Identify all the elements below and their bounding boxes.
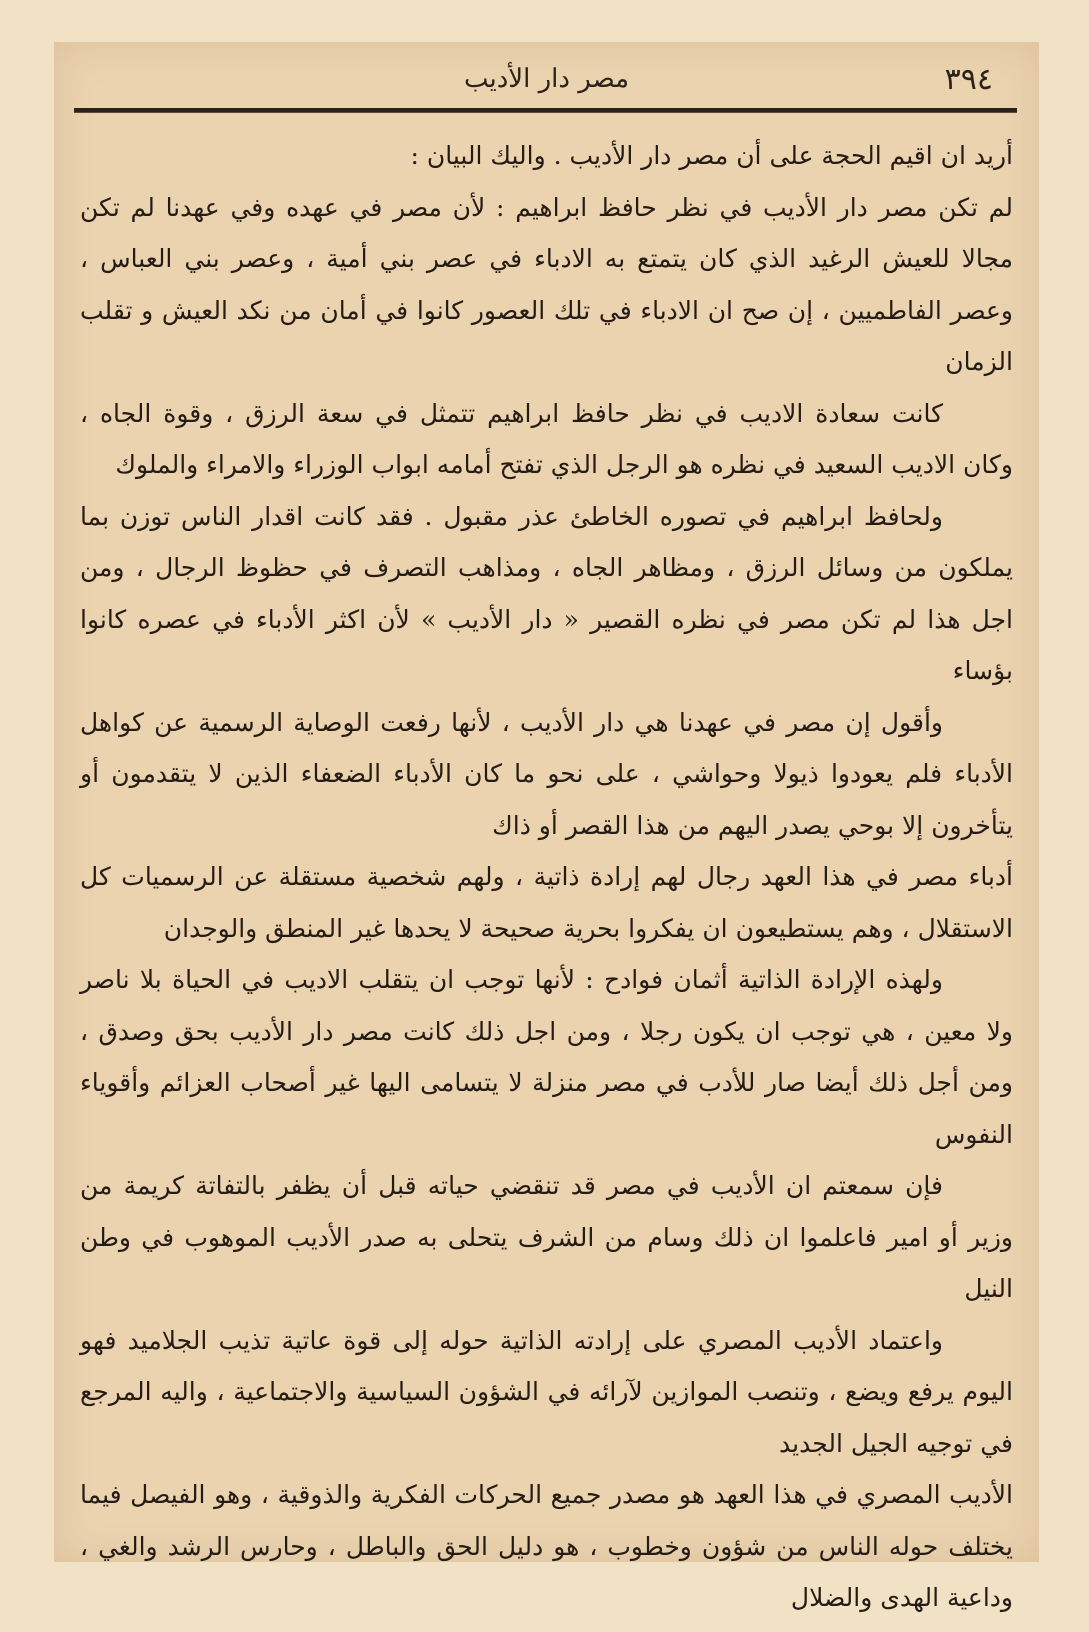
paragraph: أدباء مصر في هذا العهد رجال لهم إرادة ذاتية ، ولهم شخصية مستقلة عن الرسميات كل الاستقلال ، وهم يستطيعون ان يفكروا بحرية صحيحة لا يحدها غير المنطق والوجدان <box>80 862 1013 943</box>
paragraph: وأقول إن مصر في عهدنا هي دار الأديب ، لأنها رفعت الوصاية الرسمية عن كواهل الأدباء فلم يعودوا ذيولا وحواشي ، على نحو ما كان الأدباء الضعفاء الذين لا يتقدمون أو يتأخرون إلا بوحي يصدر اليهم من هذا القصر أو ذاك <box>80 707 1013 840</box>
page-header <box>74 56 1019 106</box>
body-text <box>80 130 1013 1624</box>
book-page <box>54 42 1039 1612</box>
page-number: ٣٩٤ <box>944 62 993 97</box>
paragraph: أريد ان اقيم الحجة على أن مصر دار الأديب . واليك البيان : <box>410 141 1013 170</box>
header-rule <box>74 108 1017 113</box>
paragraph: ولحافظ ابراهيم في تصوره الخاطئ عذر مقبول . فقد كانت اقدار الناس توزن بما يملكون من وسائل الرزق ، ومظاهر الجاه ، ومذاهب التصرف في حظوظ الرجال ، ومن اجل هذا لم تكن مصر في نظره القصير « دار الأديب » لأن اكثر الأدباء في عصره كانوا بؤساء <box>80 501 1013 685</box>
running-title: مصر دار الأديب <box>463 64 630 94</box>
paragraph: الأديب المصري في هذا العهد هو مصدر جميع الحركات الفكرية والذوقية ، وهو الفيصل فيما يختلف حوله الناس من شؤون وخطوب ، هو دليل الحق والباطل ، وحارس الرشد والغي ، وداعية الهدى والضلال <box>80 1480 1013 1612</box>
paragraph: فإن سمعتم ان الأديب في مصر قد تنقضي حياته قبل أن يظفر بالتفاتة كريمة من وزير أو امير فاعلموا ان ذلك وسام من الشرف يتحلى به صدر الأديب الموهوب في وطن النيل <box>80 1171 1013 1303</box>
paragraph: كانت سعادة الاديب في نظر حافظ ابراهيم تتمثل في سعة الرزق ، وقوة الجاه ، وكان الاديب السعيد في نظره هو الرجل الذي تفتح أمامه ابواب الوزراء والامراء والملوك <box>80 398 1013 479</box>
paragraph: لم تكن مصر دار الأديب في نظر حافظ ابراهيم : لأن مصر في عهده وفي عهدنا لم تكن مجالا للعيش الرغيد الذي كان يتمتع به الادباء في عصر بني أمية ، وعصر بني العباس ، وعصر الفاطميين ، إن صح ان الادباء في تلك العصور كانوا في أمان من نكد العيش و تقلب الزمان <box>80 192 1013 376</box>
paragraph: ولهذه الإرادة الذاتية أثمان فوادح : لأنها توجب ان يتقلب الاديب في الحياة بلا ناصر ولا معين ، هي توجب ان يكون رجلا ، ومن اجل ذلك كانت مصر دار الأديب بحق وصدق ، ومن أجل ذلك أيضا صار للأدب في مصر منزلة لا يتسامى اليها غير أصحاب العزائم وأقوياء النفوس <box>80 965 1013 1149</box>
paragraph: واعتماد الأديب المصري على إرادته الذاتية حوله إلى قوة عاتية تذيب الجلاميد فهو اليوم يرفع ويضع ، وتنصب الموازين لآرائه في الشؤون السياسية والاجتماعية ، واليه المرجع في توجيه الجيل الجديد <box>80 1325 1013 1458</box>
